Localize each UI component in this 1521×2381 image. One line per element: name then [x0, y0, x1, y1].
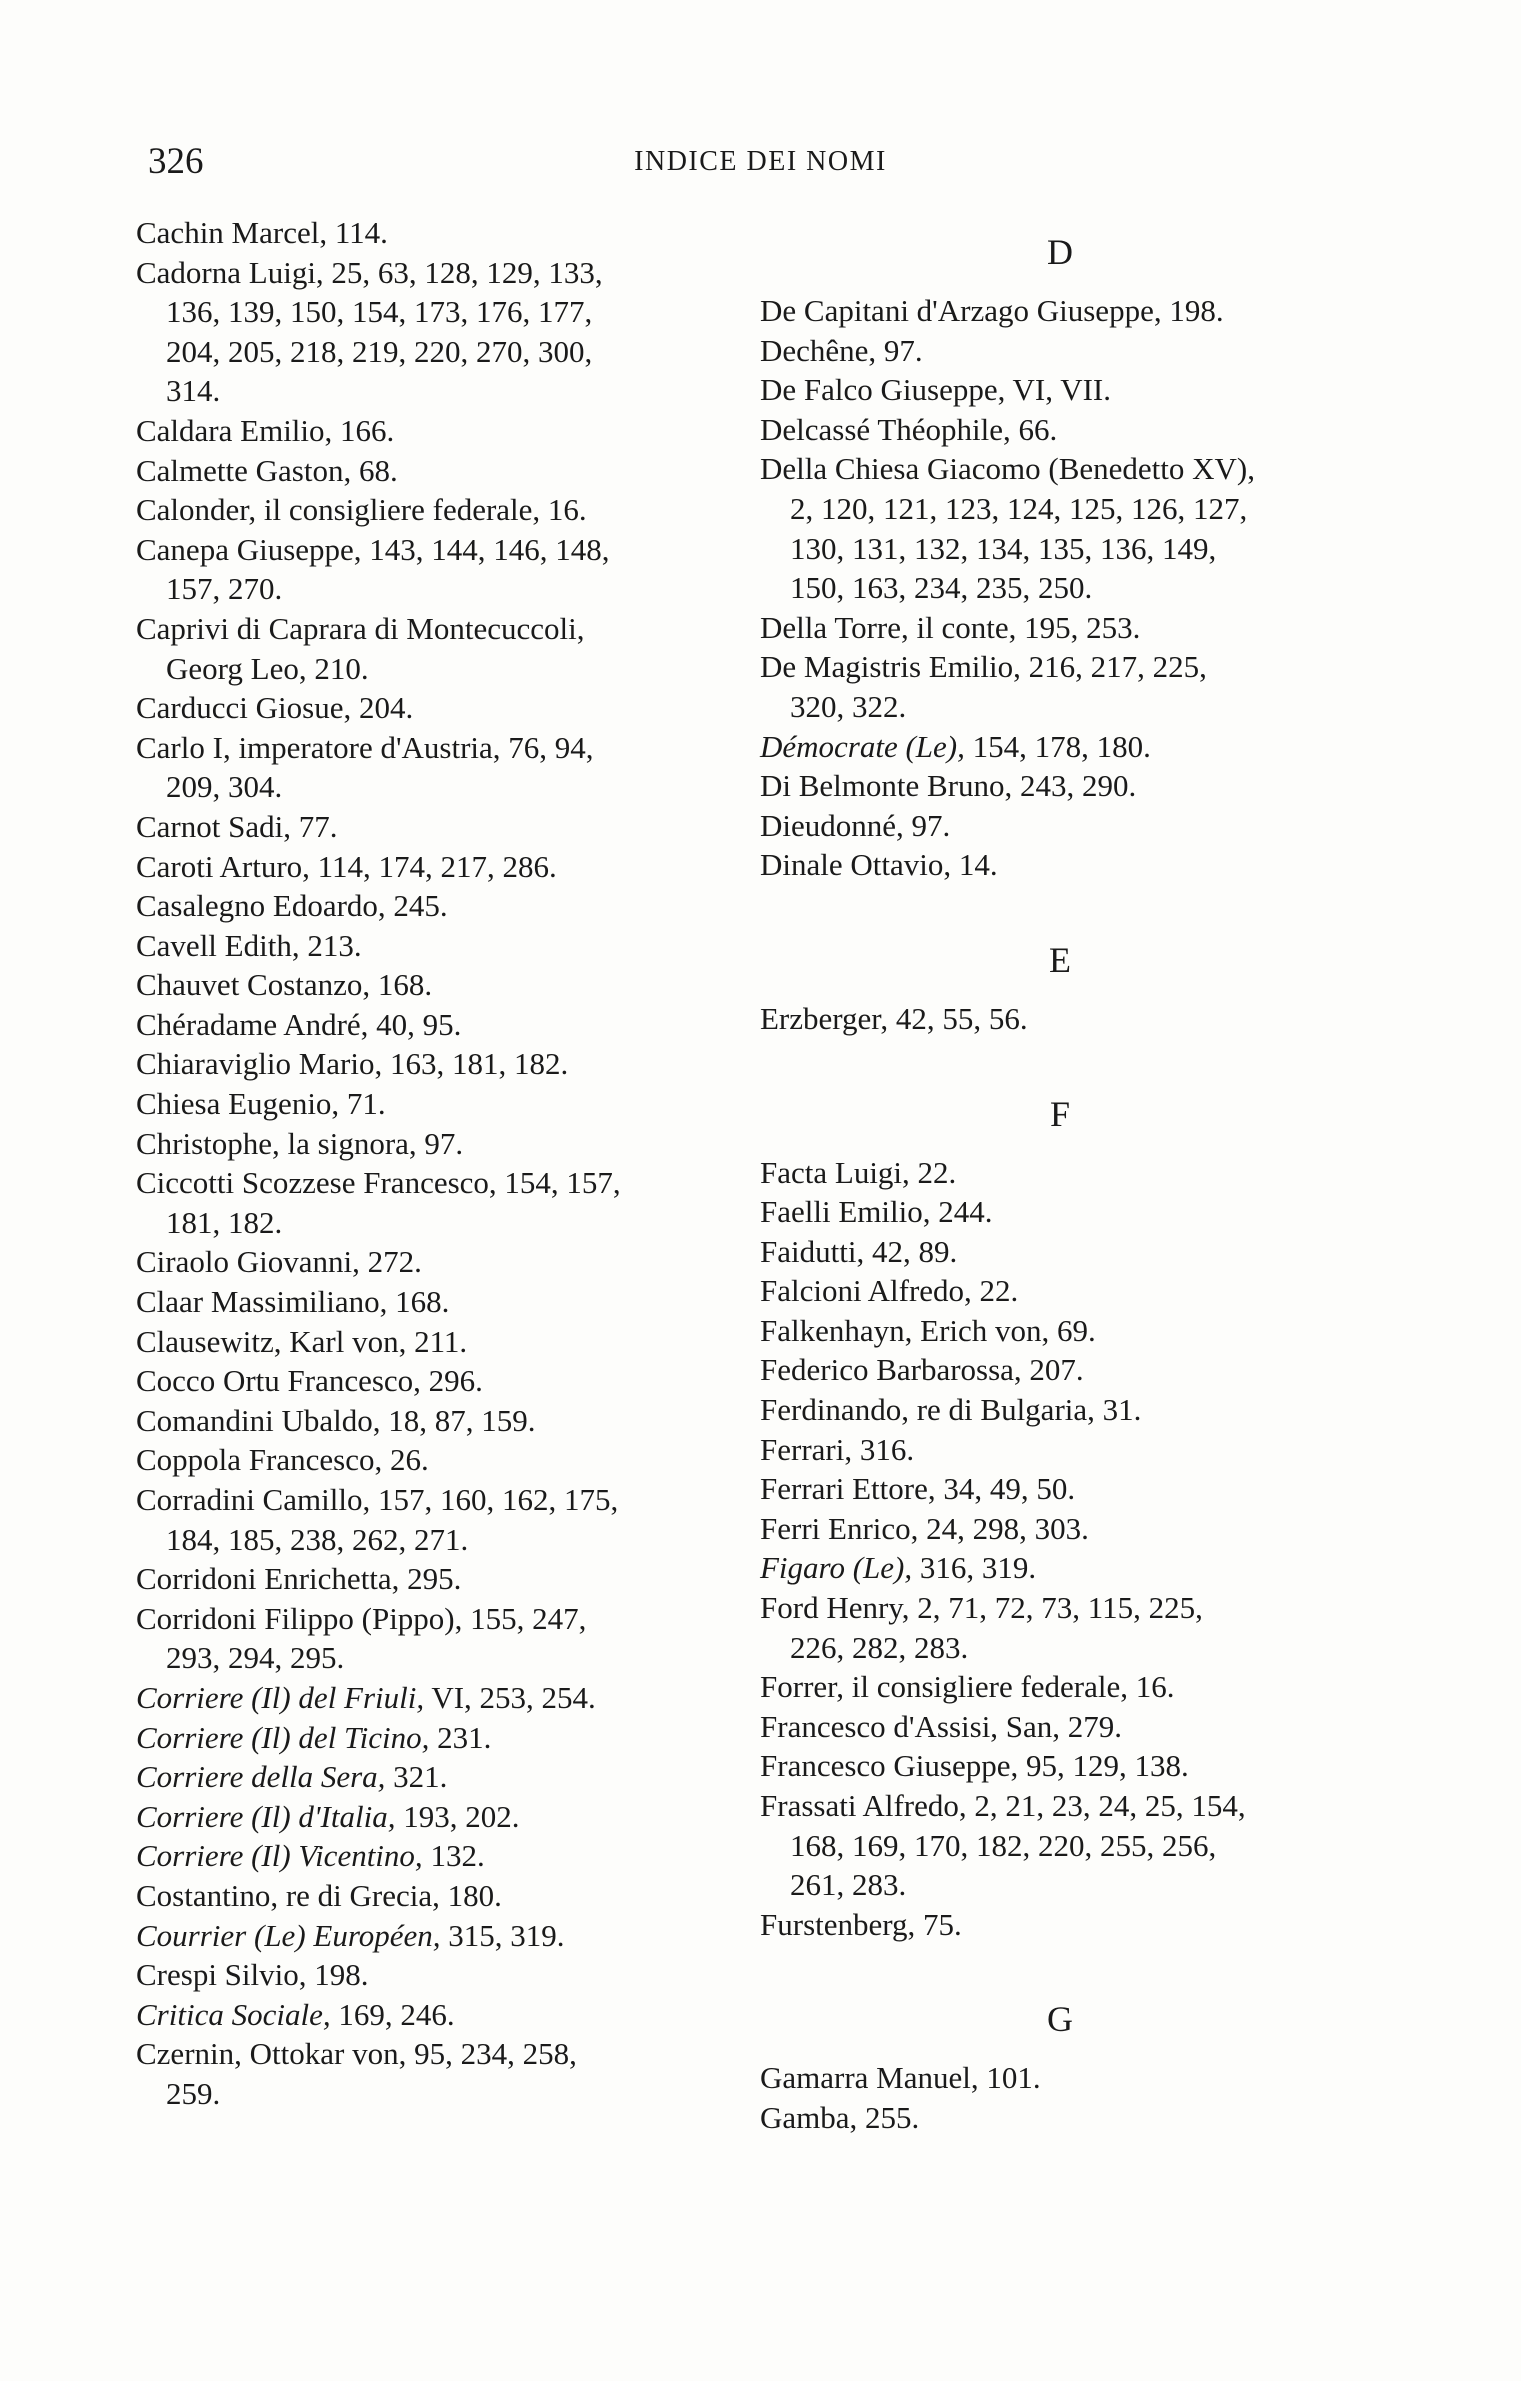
index-right-column: [760, 213, 1360, 2138]
index-entry: [760, 766, 1360, 806]
publication-title: Corriere (Il) Vicentino,: [136, 1838, 423, 1874]
index-entry-line: Ciraolo Giovanni, 272.: [136, 1244, 422, 1280]
index-entry-line: 168, 169, 170, 182, 220, 255, 256,: [790, 1827, 1217, 1863]
index-entry: [136, 1361, 726, 1401]
index-entry: [136, 1599, 726, 1678]
index-entry-line: Dinale Ottavio, 14.: [760, 847, 998, 883]
index-entry-line: Faelli Emilio, 244.: [760, 1194, 993, 1230]
index-entry-line: Gamarra Manuel, 101.: [760, 2060, 1041, 2096]
section-letter-d: D: [1047, 232, 1073, 272]
index-entry: [760, 1548, 1360, 1588]
index-entry: [760, 845, 1360, 885]
index-entry: [136, 1322, 726, 1362]
index-entry-line: Frassati Alfredo, 2, 21, 23, 24, 25, 154,: [760, 1788, 1246, 1823]
index-entry: [760, 1350, 1360, 1390]
index-entry-line: Delcassé Théophile, 66.: [760, 411, 1058, 447]
index-entry: [136, 965, 726, 1005]
index-entry-line: Chéradame André, 40, 95.: [136, 1006, 462, 1042]
index-entry-line: Falkenhayn, Erich von, 69.: [760, 1312, 1096, 1348]
index-entry: [136, 1124, 726, 1164]
index-entry-line: Caldara Emilio, 166.: [136, 412, 395, 448]
index-entry: [136, 926, 726, 966]
index-entry: [136, 728, 726, 807]
index-entry-line: Faidutti, 42, 89.: [760, 1233, 958, 1269]
section-letter-e: E: [1049, 939, 1071, 980]
index-entry-line: Forrer, il consigliere federale, 16.: [760, 1669, 1175, 1705]
index-entry-line: De Capitani d'Arzago Giuseppe, 198.: [760, 293, 1224, 328]
index-entry: [760, 370, 1360, 410]
index-entry-line: Della Torre, il conte, 195, 253.: [760, 609, 1141, 645]
index-entry-line: Cachin Marcel, 114.: [136, 215, 388, 250]
index-entry-line: Cavell Edith, 213.: [136, 927, 362, 963]
index-entry: [760, 608, 1360, 648]
running-title: INDICE DEI NOMI: [634, 146, 887, 177]
index-entry: [760, 1509, 1360, 1549]
page-references: 315, 319.: [440, 1917, 565, 1953]
index-entry-line: Chauvet Costanzo, 168.: [136, 967, 433, 1003]
publication-title: Figaro (Le),: [760, 1550, 913, 1586]
index-entry-line: De Falco Giuseppe, VI, VII.: [760, 372, 1111, 408]
index-entry-line: 181, 182.: [166, 1204, 283, 1240]
index-entry: [760, 1588, 1360, 1667]
index-entry-line: Calmette Gaston, 68.: [136, 452, 398, 488]
index-entry: [760, 1746, 1360, 1786]
index-entry: [760, 647, 1360, 726]
index-entry-line: Ford Henry, 2, 71, 72, 73, 115, 225,: [760, 1590, 1203, 1626]
index-entry: [760, 449, 1360, 607]
index-entry: [136, 1797, 726, 1837]
index-entry: [136, 1836, 726, 1876]
index-entry: [760, 410, 1360, 450]
page-header: [0, 140, 1521, 190]
index-entry-line: Cocco Ortu Francesco, 296.: [136, 1363, 483, 1399]
index-entry-line: Crespi Silvio, 198.: [136, 1957, 369, 1993]
index-entry-line: 184, 185, 238, 262, 271.: [166, 1521, 469, 1557]
page-references: 154, 178, 180.: [964, 728, 1151, 764]
index-entry-line: Claar Massimiliano, 168.: [136, 1284, 450, 1320]
publication-title: Corriere (Il) del Friuli,: [136, 1679, 425, 1715]
index-entry-line: Di Belmonte Bruno, 243, 290.: [760, 768, 1137, 804]
section-letter-g: G: [1047, 1999, 1073, 2040]
index-entry: [136, 1916, 726, 1956]
index-entry-line: Ferri Enrico, 24, 298, 303.: [760, 1510, 1089, 1546]
publication-title: Corriere (Il) d'Italia,: [136, 1798, 396, 1834]
index-entry-line: Coppola Francesco, 26.: [136, 1442, 429, 1478]
index-entry: [760, 1786, 1360, 1905]
index-entry-line: 259.: [166, 2075, 221, 2111]
index-entry: [136, 1282, 726, 1322]
index-entry-line: [136, 1836, 726, 1876]
publication-title: Corriere (Il) del Ticino,: [136, 1719, 430, 1755]
index-entry-line: 157, 270.: [166, 571, 283, 607]
index-entry: [760, 1707, 1360, 1747]
index-entry-line: Chiaraviglio Mario, 163, 181, 182.: [136, 1046, 569, 1082]
index-entry-line: [136, 1797, 726, 1837]
index-entry: [136, 213, 726, 253]
index-entry-line: Czernin, Ottokar von, 95, 234, 258,: [136, 2036, 577, 2072]
index-entry-line: 150, 163, 234, 235, 250.: [790, 570, 1093, 606]
index-entry-line: 314.: [166, 373, 221, 409]
index-entry: [760, 1390, 1360, 1430]
section-spacer: [760, 1944, 1360, 1980]
index-entry-line: Carducci Giosue, 204.: [136, 690, 414, 726]
index-entry: [760, 806, 1360, 846]
index-left-column: [136, 213, 726, 2114]
index-entry-line: [760, 727, 1360, 767]
index-entry: [136, 609, 726, 688]
publication-title: Critica Sociale,: [136, 1996, 331, 2032]
index-entry-line: 204, 205, 218, 219, 220, 270, 300,: [166, 333, 593, 369]
index-entry: [136, 1480, 726, 1559]
index-entry-line: Clausewitz, Karl von, 211.: [136, 1323, 468, 1359]
index-entry-line: Ciccotti Scozzese Francesco, 154, 157,: [136, 1165, 621, 1201]
index-entry-line: [136, 1916, 726, 1956]
index-entry-line: [136, 1678, 726, 1718]
index-entry: [136, 807, 726, 847]
index-entry-line: 293, 294, 295.: [166, 1640, 345, 1676]
index-entry: [760, 1232, 1360, 1272]
index-entry: [136, 1678, 726, 1718]
index-entry-line: 320, 322.: [790, 688, 907, 724]
index-entry-line: [136, 1995, 726, 2035]
index-entry: [136, 1559, 726, 1599]
index-entry: [760, 331, 1360, 371]
page-references: 321.: [385, 1759, 448, 1795]
index-entry: [136, 530, 726, 609]
index-entry-line: Cadorna Luigi, 25, 63, 128, 129, 133,: [136, 254, 603, 290]
page-references: 132.: [422, 1838, 485, 1874]
index-entry-line: Ferrari, 316.: [760, 1431, 915, 1467]
publication-title: Corriere della Sera,: [136, 1759, 386, 1795]
index-entry-line: Caroti Arturo, 114, 174, 217, 286.: [136, 848, 557, 884]
index-entry: [760, 2058, 1360, 2098]
index-entry-line: Casalegno Edoardo, 245.: [136, 888, 448, 924]
index-entry-line: Christophe, la signora, 97.: [136, 1125, 464, 1161]
index-entry: [760, 291, 1360, 331]
page-references: 169, 246.: [330, 1996, 455, 2032]
index-entry: [136, 1995, 726, 2035]
index-entry: [136, 886, 726, 926]
section-spacer: [760, 1039, 1360, 1075]
index-entry: [136, 1718, 726, 1758]
index-entry-line: Dechêne, 97.: [760, 332, 923, 368]
page-number: 326: [148, 141, 204, 182]
index-entry: [136, 1876, 726, 1916]
page-references: 316, 319.: [912, 1550, 1037, 1586]
index-entry: [136, 1005, 726, 1045]
index-entry-line: Carlo I, imperatore d'Austria, 76, 94,: [136, 729, 594, 765]
publication-title: Démocrate (Le),: [760, 728, 965, 764]
index-entry-line: Della Chiesa Giacomo (Benedetto XV),: [760, 451, 1255, 487]
index-entry: [136, 688, 726, 728]
index-entry: [136, 451, 726, 491]
index-entry: [136, 1955, 726, 1995]
index-entry-line: [136, 1718, 726, 1758]
index-entry-line: Carnot Sadi, 77.: [136, 808, 338, 844]
index-entry: [136, 1044, 726, 1084]
index-entry-line: Calonder, il consigliere federale, 16.: [136, 492, 587, 528]
index-entry-line: [760, 1548, 1360, 1588]
index-entry-line: Chiesa Eugenio, 71.: [136, 1086, 386, 1122]
index-entry: [136, 1163, 726, 1242]
index-entry: [136, 1440, 726, 1480]
page-references: VI, 253, 254.: [424, 1679, 596, 1715]
index-entry-line: Corradini Camillo, 157, 160, 162, 175,: [136, 1482, 619, 1517]
index-entry: [136, 1084, 726, 1124]
index-entry-line: [136, 1757, 726, 1797]
index-entry-line: Francesco Giuseppe, 95, 129, 138.: [760, 1748, 1189, 1784]
index-entry-line: 130, 131, 132, 134, 135, 136, 149,: [790, 530, 1217, 566]
index-entry-line: Comandini Ubaldo, 18, 87, 159.: [136, 1402, 536, 1438]
index-entry: [136, 253, 726, 411]
index-entry: [760, 2098, 1360, 2138]
index-entry-line: 2, 120, 121, 123, 124, 125, 126, 127,: [790, 490, 1248, 526]
index-entry: [136, 1757, 726, 1797]
index-entry-line: Furstenberg, 75.: [760, 1906, 962, 1942]
index-entry-line: Ferrari Ettore, 34, 49, 50.: [760, 1471, 1076, 1507]
index-entry-line: 226, 282, 283.: [790, 1629, 969, 1665]
publication-title: Courrier (Le) Européen,: [136, 1917, 441, 1953]
index-entry: [760, 1667, 1360, 1707]
index-entry-line: Canepa Giuseppe, 143, 144, 146, 148,: [136, 531, 610, 567]
index-entry: [760, 1905, 1360, 1945]
index-entry: [760, 727, 1360, 767]
index-entry-line: Falcioni Alfredo, 22.: [760, 1273, 1019, 1309]
index-entry-line: Costantino, re di Grecia, 180.: [136, 1877, 502, 1913]
index-entry-line: Francesco d'Assisi, San, 279.: [760, 1708, 1123, 1744]
index-entry-line: Corridoni Enrichetta, 295.: [136, 1561, 462, 1597]
index-entry-line: Facta Luigi, 22.: [760, 1154, 957, 1190]
index-entry: [760, 1271, 1360, 1311]
index-entry: [760, 1311, 1360, 1351]
index-entry-line: 261, 283.: [790, 1867, 907, 1903]
index-entry: [136, 847, 726, 887]
index-entry: [136, 411, 726, 451]
index-entry: [760, 1430, 1360, 1470]
index-entry: [136, 2034, 726, 2113]
index-entry-line: Gamba, 255.: [760, 2099, 920, 2135]
page-references: 193, 202.: [395, 1798, 520, 1834]
index-entry-line: 209, 304.: [166, 769, 283, 805]
index-entry-line: Erzberger, 42, 55, 56.: [760, 1000, 1028, 1036]
index-entry: [136, 490, 726, 530]
page-references: 231.: [429, 1719, 492, 1755]
index-entry: [760, 1469, 1360, 1509]
section-spacer: [760, 885, 1360, 921]
index-entry-line: 136, 139, 150, 154, 173, 176, 177,: [166, 294, 593, 330]
index-entry-line: Ferdinando, re di Bulgaria, 31.: [760, 1392, 1142, 1428]
index-entry: [136, 1242, 726, 1282]
index-entry: [760, 999, 1360, 1039]
section-letter-f: F: [1049, 1093, 1071, 1134]
index-entry: [136, 1401, 726, 1441]
index-entry-line: De Magistris Emilio, 216, 217, 225,: [760, 649, 1207, 685]
index-entry: [760, 1192, 1360, 1232]
index-entry-line: Caprivi di Caprara di Montecuccoli,: [136, 610, 585, 646]
index-entry-line: Dieudonné, 97.: [760, 807, 951, 843]
index-entry-line: Georg Leo, 210.: [166, 650, 369, 686]
index-entry: [760, 1153, 1360, 1193]
index-entry-line: Federico Barbarossa, 207.: [760, 1352, 1084, 1388]
index-entry-line: Corridoni Filippo (Pippo), 155, 247,: [136, 1600, 587, 1636]
